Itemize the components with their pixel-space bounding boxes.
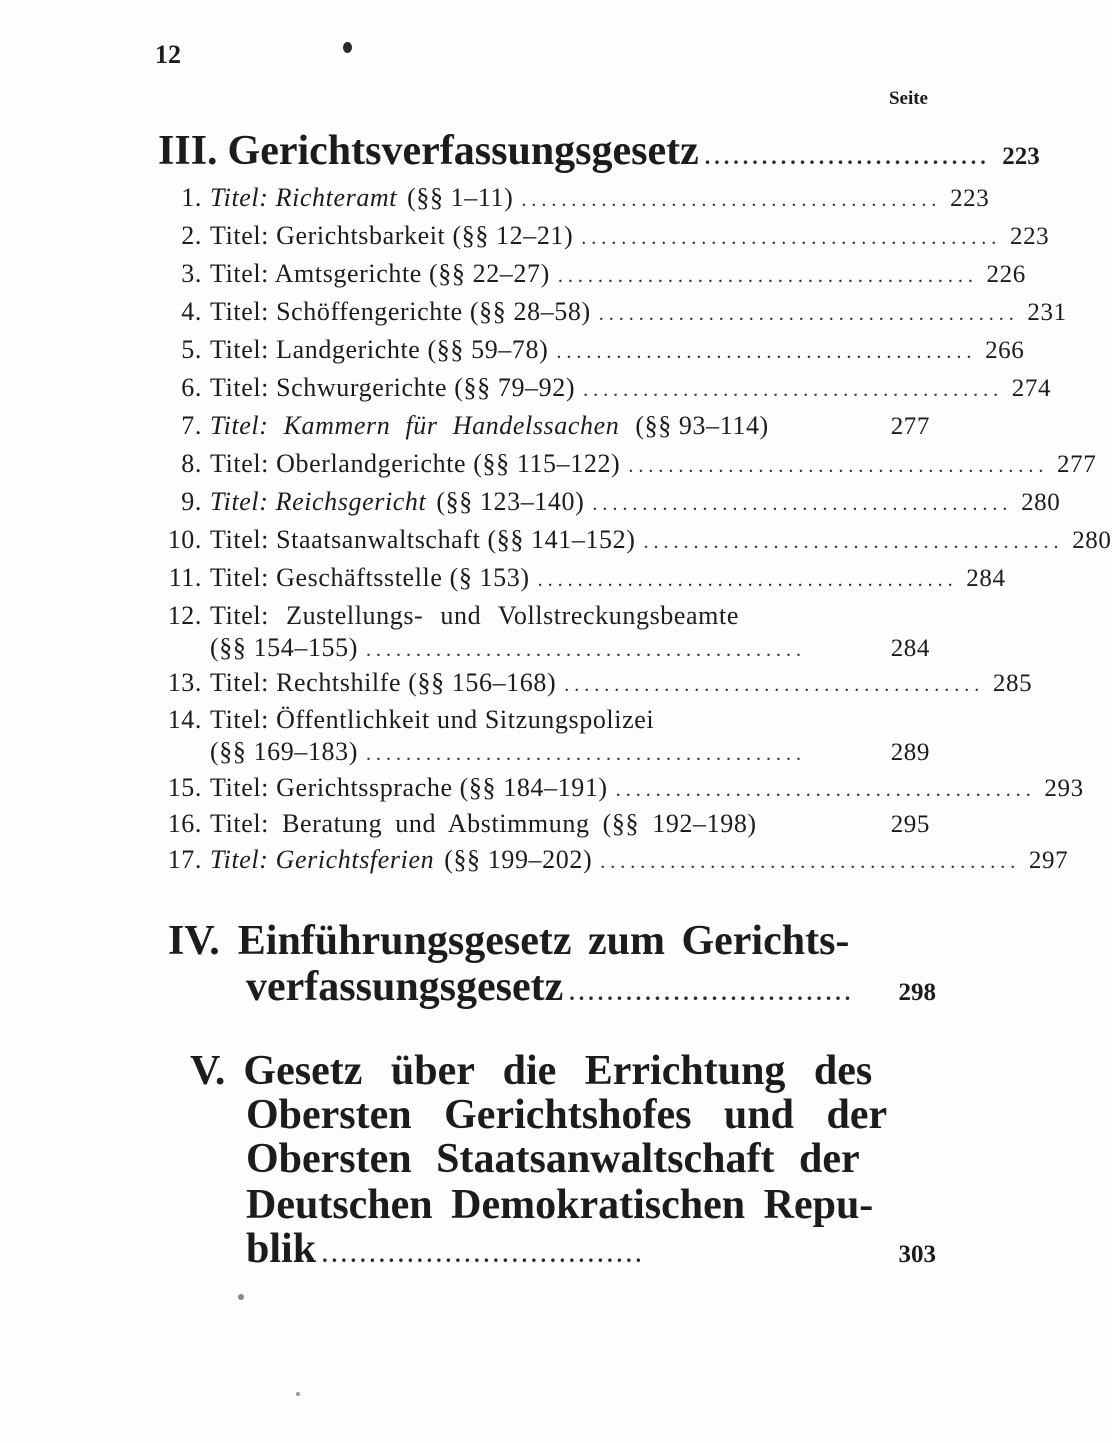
leader-dots: ............................................ — [366, 743, 807, 765]
toc-entry-4 — [162, 297, 1067, 326]
entry-page: 226 — [986, 261, 1026, 288]
entry-label: Titel: Reichsgericht — [210, 487, 427, 516]
entry-page: 277 — [890, 413, 930, 440]
leader-dots: .............................. — [704, 144, 990, 169]
entry-suffix: (§§ 199–202) — [444, 845, 593, 874]
toc-entry-12 — [162, 603, 930, 629]
toc-entry-5 — [162, 335, 1025, 364]
leader-dots: .............................. — [569, 980, 855, 1005]
entry-label: Titel: Gerichtssprache (§§ 184–191) — [210, 773, 608, 802]
entry-page: 231 — [1027, 299, 1067, 326]
toc-entry-2 — [162, 221, 1050, 250]
entry-label: Titel: Oberlandgerichte (§§ 115–122) — [210, 449, 621, 478]
entry-number: 6. — [181, 373, 202, 402]
entry-number: 1. — [181, 183, 202, 212]
section-iv-page: 298 — [898, 979, 936, 1006]
entry-page: 285 — [992, 670, 1033, 697]
entry-label: Titel: Richteramt — [210, 183, 398, 212]
entry-label: Titel: Schöffengerichte (§§ 28–58) — [210, 297, 591, 326]
section-v-heading — [190, 1050, 880, 1092]
toc-entry-15 — [162, 773, 1084, 802]
entry-suffix: (§§ 1–11) — [407, 183, 514, 212]
entry-continuation: (§§ 154–155) — [210, 633, 359, 662]
toc-entry-10 — [162, 525, 1112, 554]
leader-dots: .......................................... — [564, 674, 985, 696]
entry-page: 274 — [1011, 375, 1052, 402]
section-v-line3 — [246, 1138, 860, 1180]
entry-number: 5. — [181, 335, 202, 364]
section-v-title-line5: blik — [246, 1226, 317, 1272]
leader-dots: .................................. — [322, 1242, 646, 1267]
entry-number: 4. — [181, 297, 202, 326]
entry-number: 13. — [167, 668, 202, 697]
section-v-line5 — [246, 1228, 936, 1270]
toc-entry-3 — [162, 259, 1026, 288]
section-v-line4 — [246, 1184, 873, 1226]
leader-dots: .......................................... — [598, 303, 1019, 325]
entry-number: 14. — [167, 705, 202, 734]
entry-label: Titel: Beratung und Abstimmung (§§ 192–198) — [210, 809, 757, 838]
entry-label: Titel: Gerichtsferien — [210, 845, 435, 874]
entry-page: 280 — [1021, 489, 1061, 516]
leader-dots: .......................................... — [643, 531, 1064, 553]
entry-label: Titel: Staatsanwaltschaft (§§ 141–152) — [210, 525, 636, 554]
leader-dots: .......................................... — [600, 851, 1021, 873]
section-iii-title: Gerichtsverfassungsgesetz — [227, 128, 699, 174]
entry-label: Titel: Kammern für Handelssachen — [210, 411, 620, 440]
entry-number: 11. — [168, 563, 202, 592]
leader-dots: ............................................ — [366, 639, 807, 661]
section-iv-title-line2: verfassungsgesetz — [246, 964, 564, 1010]
toc-entry-9 — [162, 487, 1061, 516]
section-iv-numeral: IV. — [168, 918, 220, 964]
entry-number: 2. — [181, 221, 202, 250]
entry-number: 12. — [167, 601, 202, 630]
leader-dots: .......................................... — [537, 569, 958, 591]
entry-page: 284 — [890, 635, 930, 662]
leader-dots: .......................................... — [592, 493, 1013, 515]
section-iii-numeral: III. — [158, 128, 218, 174]
entry-page: 284 — [966, 565, 1006, 592]
entry-number: 15. — [167, 773, 202, 802]
entry-label: Titel: Geschäftsstelle (§ 153) — [210, 563, 530, 592]
leader-dots: .......................................... — [556, 341, 977, 363]
toc-entry-7 — [162, 413, 930, 439]
entry-page: 266 — [985, 337, 1025, 364]
section-v-page: 303 — [898, 1241, 936, 1268]
entry-page: 280 — [1072, 527, 1112, 554]
section-v-title-line4: Deutschen Demokratischen Repu- — [246, 1182, 874, 1228]
section-iii-heading — [158, 128, 1040, 174]
toc-entry-1 — [162, 183, 990, 212]
entry-number: 8. — [181, 449, 202, 478]
seite-label: Seite — [888, 88, 928, 109]
entry-suffix: (§§ 123–140) — [436, 487, 585, 516]
section-iv-title-line1: Einführungsgesetz zum Gerichts- — [237, 918, 850, 964]
leader-dots: .......................................... — [521, 189, 942, 211]
leader-dots: .......................................... — [557, 265, 978, 287]
entry-page: 277 — [1057, 451, 1097, 478]
toc-entry-12-continuation — [210, 635, 930, 661]
entry-number: 7. — [181, 411, 202, 440]
leader-dots: .......................................... — [583, 379, 1004, 401]
entry-page: 293 — [1044, 775, 1084, 802]
entry-number: 3. — [181, 259, 202, 288]
toc-entry-6 — [162, 373, 1052, 402]
page-number: 12 — [155, 40, 181, 69]
leader-dots: .......................................... — [615, 779, 1036, 801]
entry-number: 9. — [181, 487, 202, 516]
ink-speck — [343, 42, 352, 53]
toc-entry-14 — [162, 707, 930, 733]
entry-label: Titel: Landgerichte (§§ 59–78) — [210, 335, 549, 364]
section-v-line2 — [246, 1094, 887, 1136]
entry-label: Titel: Zustellungs- und Vollstreckungsbeamte — [210, 601, 739, 630]
toc-entry-14-continuation — [210, 739, 930, 765]
entry-label: Titel: Gerichtsbarkeit (§§ 12–21) — [210, 221, 574, 250]
entry-number: 16. — [167, 809, 202, 838]
section-iv-heading — [168, 920, 928, 962]
entry-label: Titel: Amtsgerichte (§§ 22–27) — [210, 259, 550, 288]
section-v-title-line1: Gesetz über die Errichtung des — [243, 1048, 873, 1094]
toc-entry-11 — [162, 563, 1006, 592]
section-v-title-line3: Obersten Staatsanwaltschaft der — [246, 1136, 860, 1182]
ink-speck — [238, 1294, 244, 1300]
entry-suffix: (§§ 93–114) — [635, 411, 769, 440]
toc-entry-16 — [162, 811, 930, 837]
ink-speck — [296, 1392, 300, 1396]
entry-continuation: (§§ 169–183) — [210, 737, 359, 766]
section-v-numeral: V. — [190, 1048, 226, 1094]
leader-dots: .......................................... — [581, 227, 1002, 249]
toc-entry-8 — [162, 449, 1097, 478]
entry-label: Titel: Schwurgerichte (§§ 79–92) — [210, 373, 576, 402]
toc-entry-17 — [162, 845, 1069, 874]
entry-page: 289 — [890, 739, 930, 766]
entry-label: Titel: Öffentlichkeit und Sitzungspolizei — [210, 705, 655, 734]
entry-number: 17. — [167, 845, 202, 874]
toc-entry-13 — [162, 668, 1033, 697]
section-iv-heading-continuation — [246, 966, 936, 1008]
entry-page: 297 — [1028, 847, 1069, 874]
section-iii-page: 223 — [1002, 143, 1040, 170]
entry-label: Titel: Rechtshilfe (§§ 156–168) — [210, 668, 557, 697]
entry-page: 223 — [950, 185, 990, 212]
entry-number: 10. — [167, 525, 202, 554]
section-v-title-line2: Obersten Gerichtshofes und der — [246, 1092, 888, 1138]
entry-page: 223 — [1009, 223, 1050, 250]
entry-page: 295 — [890, 811, 930, 838]
leader-dots: .......................................... — [628, 455, 1049, 477]
